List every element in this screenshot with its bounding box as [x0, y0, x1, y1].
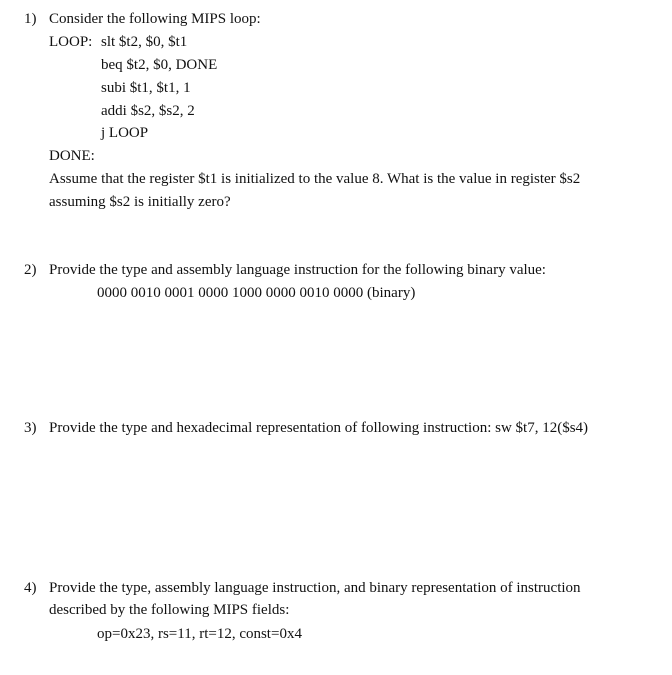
question-text: described by the following MIPS fields: [49, 602, 290, 618]
question-text: Assume that the register $t1 is initialized to the value 8. What is the value in register $s2 [49, 171, 581, 187]
question-number: 3) [24, 420, 37, 436]
code-instruction: addi $s2, $s2, 2 [101, 103, 195, 119]
question-text: assuming $s2 is initially zero? [49, 194, 231, 210]
code-end-label: DONE: [49, 148, 95, 164]
code-label: LOOP: [49, 34, 93, 50]
question-number: 4) [24, 580, 37, 596]
mips-fields: op=0x23, rs=11, rt=12, const=0x4 [97, 626, 302, 642]
code-instruction: slt $t2, $0, $t1 [101, 34, 188, 50]
code-instruction: j LOOP [101, 125, 149, 141]
question-text: Consider the following MIPS loop: [49, 11, 261, 27]
question-text: Provide the type and assembly language instruction for the following binary value: [49, 262, 546, 278]
code-instruction: subi $t1, $t1, 1 [101, 80, 191, 96]
question-number: 1) [24, 11, 37, 27]
question-number: 2) [24, 262, 37, 278]
question-text: Provide the type and hexadecimal representation of following instruction: sw $t7, 12($s4) [49, 420, 589, 436]
binary-value: 0000 0010 0001 0000 1000 0000 0010 0000 (binary) [97, 285, 416, 301]
code-instruction: beq $t2, $0, DONE [101, 57, 218, 73]
question-text: Provide the type, assembly language instruction, and binary representation of instruction [49, 580, 581, 596]
